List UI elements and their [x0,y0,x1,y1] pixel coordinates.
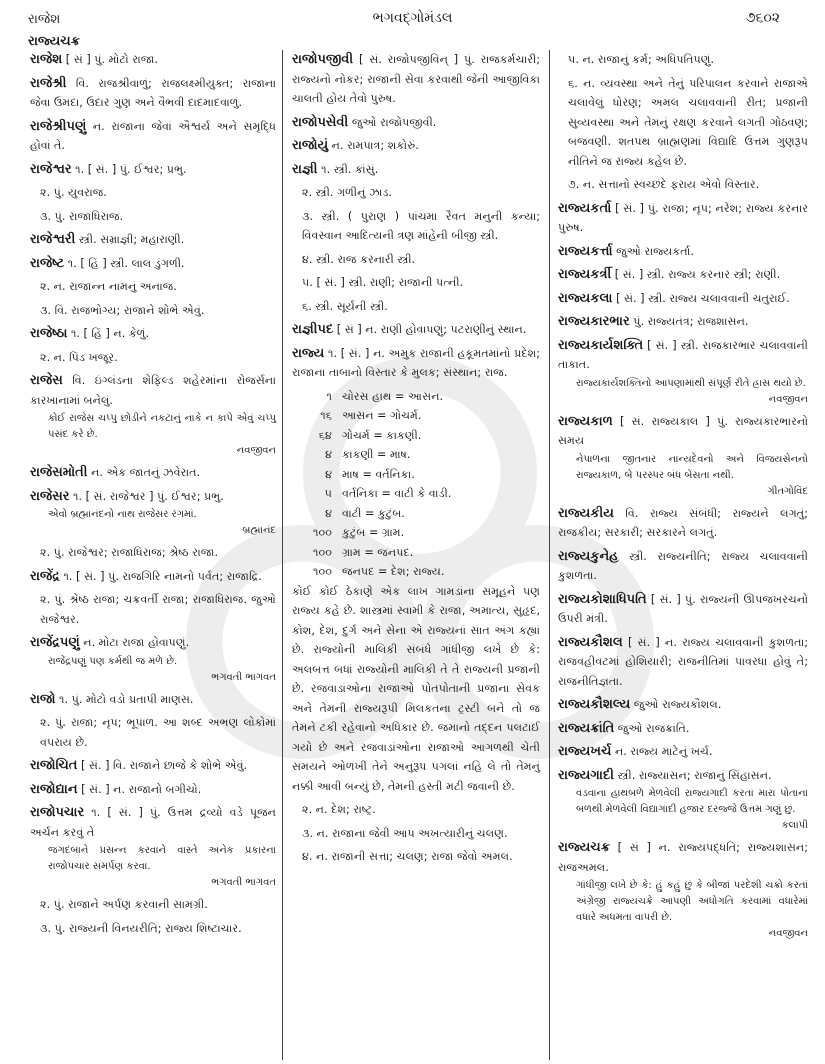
headword: રાજ્યચક્ર [558,840,610,855]
headword: રાજ્યગાદી [558,767,614,783]
quote-source: બ્રહ્માનંદ [242,525,276,536]
headword: રાજ્યકૌશલ્ય [558,697,631,712]
measure-table-row [292,406,540,426]
quote-source: નવજીવન [768,928,808,939]
column-2 [282,50,550,1060]
definition: કોઈ કોઈ ઠેકાણે એક લાખ ગામડાંના સમૂહને પણ રાજ્ય કહે છે. શાસ્ત્રમાં સ્વામી કે રાજા, અમાત્ય, સુહૃદ, કોશ, દેશ, દુર્ગ અને સેના એ રાજ્યનાં સાત અંગ કહ્યાં છે. રાજ્યોની માલિકી સંબંધે ગાંધીજી લખે છે કે: અલબત્ત બધાં રાજ્યોની માલિકી તે તે રાજ્યની પ્રજાની છે. રજવાડાંઓના રાજાઓ પોતપોતાની પ્રજાના સેવક અને તેમની રાજ્યરૂપી મિલકતના ટ્રસ્ટી બને તો જ તેમને ટકી રહેવાનો અધિકાર છે. જમાનો તદ્દન પલટાઈ ગયો છે અને રજવાડાંઓના રાજાઓ આગળથી ચેતી સમયને ઓળખી તેને અનુરૂપ પગલાં નહિ લે તો તેમનું નક્કી આવી બન્યું છે, તેમની હસ્તી મટી જવાની છે. [292,584,540,793]
quote-text: જગદંબાને પ્રસન્ન કરવાને વાસ્તે અનેક પ્રકારના રાજોપચાર સમર્પણ કરવા. [48,845,276,872]
definition: વિ. રાજશ્રીવાળું; રાજલક્ષ્મીયુક્ત; રાજાના જેવા ઉમદા, ઉદાર ગુણ અને વૈભવી દાદમાદવાળું. [30,76,276,109]
page-number: ૭૬૦૨ [745,10,780,26]
headword: રાજેસમોતી [30,465,88,480]
headword: રાજ્યકોશાધિપતિ [558,591,647,607]
quote-text: વડવાના હાથબળે મેળવેલી રાજ્યગાદી કરતાં મારા પોતાના બળથી મેળવેલી વિદ્યાગાદી હજાર દરજ્જે ઉત્તમ ગણું છું. [576,788,808,815]
measure-text: માષ = વર્તનિકા. [342,467,415,481]
sense-definition: ૩. સ્ત્રી. ( પુરાણ ) પાંચમા રૈવત મનુની કન્યા; વિવસ્વાન આદિત્યની ત્રણ માંહેની બીજી સ્ત્રી. [302,209,540,242]
sense-line [292,800,540,820]
dictionary-entry [30,463,276,483]
quote-source: નવજીવન [236,445,276,456]
definition: ન. રાજાના જેવાં ઐશ્વર્ય અને સમૃદ્ધિ હોવાં તે. [30,119,276,152]
definition: જુઓ રાજ્યકર્તા. [616,244,694,258]
measure-text: વાટી = કુટુંબ. [342,506,405,520]
definition: ૧. પું. મોટો વડો પ્રતાપી માણસ. [59,692,194,706]
definition: [ સં ] ન. રાજ્યપદ્ધતિ; રાજ્યશાસન; રાજઅમલ. [558,841,808,874]
definition: ૧. [ સં. ] પું. ઉત્તમ દ્રવ્યો વડે પૂજન અર્ચન કરવું તે [30,806,276,839]
dictionary-entry [558,838,808,942]
quote-source: કલાપી [781,820,808,831]
measure-table-row [292,465,540,485]
definition: [ સં. ] ન. રાજાનો બગીચો. [81,782,202,796]
measure-table-row [292,426,540,446]
measure-number: ૪ [325,467,332,481]
sense-line [30,919,276,939]
measure-text: ચોરસ હાથ = આસન. [342,389,444,403]
definition: વિ. રાજ્ય સંબંધી; રાજ્યને લગતું; રાજકીય; સરકારી; સરકારને લગતું. [558,506,808,539]
headword: રાજ્યકીય [558,505,614,521]
headword: રાજ્ઞી [292,161,318,177]
quote-text: નેપાળના જીતનાર નાન્યદેવનો અને વિજયસેનનો રાજ્યકાળ, બે પરસ્પર બંધ બેસતા નથી. [576,453,808,481]
quote-source: નવજીવન [768,393,808,405]
citation-quote [558,786,808,834]
dictionary-entry [558,590,808,629]
definition: [ સં. ] ન. રાજ્ય ચલાવવાની કુશળતા; રાજવહીવટમાં હોશિયારી; રાજનીતિમાં પાવરધા હોવું તે; રાજનીતિજ્ઞતા. [558,635,808,688]
citation-quote [30,654,276,686]
dictionary-entry [30,254,276,274]
definition: [ સં. ] પું. રાજા; નૃપ; નરેશ; રાજ્ય કરનાર પુરુષ. [558,201,808,234]
definition: ન. રામપાત્ર; શકોરું. [331,139,419,152]
headword: રાજ્યકાળ [558,413,613,429]
guide-word-last: રાજ્યચક્ર [28,34,80,49]
quote-text: રાજ્યકાર્યશક્તિનો આપણામાંથી સંપૂર્ણ રીતે હ્રાસ થયો છે. [576,377,806,389]
definition: [ સં. ] સ્ત્રી. રાજકારભાર ચલાવવાની તાકાત. [558,338,808,371]
quote-text: ગાંધીજી લખે છે કે: હું કહું છું કે બીજાં પરદેશી ચક્રો કરતાં અંગ્રેજી રાજ્યચક્રે આપણી અધોગતિ કરવામાં વધારેમાં વધારે અધમતા વાપરી છે. [576,880,808,923]
sense-line [30,207,276,227]
definition: [ સં ] પું. મોટો રાજા. [65,53,159,66]
dictionary-entry [30,633,276,686]
dictionary-columns [24,50,814,1060]
headword: રાજેશ [30,52,63,67]
headword: રાજ્યખર્ચ [558,744,612,759]
citation-quote [30,843,276,891]
headword: રાજ્યકર્તા [558,200,612,216]
definition: ન. મોટા રાજા હોવાપણું. [83,636,190,649]
sense-line [30,543,276,563]
page-header [0,0,825,49]
measure-table-row [292,445,540,465]
dictionary-entry [30,230,276,250]
dictionary-title: ભગવદ્ગોમંડલ [372,10,453,26]
sense-line [292,297,540,317]
measure-text: આસન = ગોચર્મ. [342,409,422,422]
dictionary-entry [558,695,808,715]
definition: [ સં. ] પું. રાજ્યની ઊપજખરચનો ઉપરી મંત્રી. [558,592,808,625]
sense-line [30,348,276,368]
headword: રાજેશ્વરી [30,232,76,247]
sense-line [292,824,540,844]
dictionary-entry [558,312,808,332]
measure-number: ૫ [324,487,332,500]
headword: રાજેષ્ઠા [30,326,68,341]
sense-definition: ૬. ન. વ્યવસ્થા અને તેનું પરિપાલન કરવાને રાજાએ ચલાવેલું ધોરણ; અમલ ચલાવવાની રીત; પ્રજાની સુવ્યવસ્થા અને તેમનું રક્ષણ કરવાને લગતી ગોઠવણ; બજવણી. શતપથ બ્રાહ્મણમાં વિદ્યાદિ ઉત્તમ ગુણરૂપ નીતિને જ રાજ્ય કહેલ છે. [568,76,808,168]
dictionary-entry [292,113,540,133]
dictionary-entry [30,756,276,776]
sense-definition: ૨. પું. યુવરાજ. [40,186,107,199]
measure-number: ૪ [325,448,332,461]
sense-definition: ૪. ન. રાજાની સત્તા; ચલણ; રાજા જેવો અમલ. [302,850,513,863]
dictionary-entry [558,742,808,762]
sense-definition: ૫. [ સં. ] સ્ત્રી. રાણી; રાજાની પત્ની. [302,276,464,289]
headword: રાજેંદ્રપણું [30,635,80,650]
dictionary-entry [30,690,276,710]
measure-number: ૪ [325,506,332,520]
dictionary-entry [30,117,276,156]
sense-definition: ૪. સ્ત્રી. રાજ કરનારી સ્ત્રી. [302,252,416,266]
dictionary-entry [30,803,276,891]
dictionary-entry [30,160,276,180]
sense-line [30,713,276,752]
sense-definition: ૩. પું. રાજાધિરાજ. [40,209,124,223]
headword: રાજ્યકર્ત્રી [558,267,612,282]
definition: [ સં. ] સ્ત્રી. રાજ્ય ચલાવવાની ચતુરાઈ. [616,291,790,305]
entry-text [292,582,540,797]
measure-table-row [292,562,540,582]
dictionary-entry [558,633,808,692]
headword: રાજોદ્યાન [30,781,78,797]
definition: જુઓ રાજક્રાંતિ. [617,721,690,735]
sense-line [558,50,808,70]
dictionary-entry [292,136,540,156]
dictionary-entry [30,780,276,800]
headword: રાજેંદ્ર [30,568,60,584]
definition: સ્ત્રી. સમ્રાજ્ઞી; મહારાણી. [78,233,185,246]
headword: રાજેસ [30,373,63,388]
sense-definition: ૨. ન. દેશ; રાષ્ટ્ર. [302,803,376,816]
dictionary-entry [558,199,808,238]
dictionary-entry [558,547,808,586]
sense-line [292,273,540,293]
headword: રાજ્યકૌશલ [558,634,623,650]
measure-text: કાકણી = માષ. [342,448,411,461]
definition: ૧. [ હિં ] સ્ત્રી. લાલ ડુંગળી. [67,256,185,270]
sense-definition: ૨. પું. રાજેશ્વર; રાજાધિરાજ; શ્રેષ્ઠ રાજા. [40,546,219,559]
dictionary-entry [558,265,808,285]
measure-table-row [292,504,540,524]
definition: ૧. [ સં. રાજેશ્વર ] પું. ઈશ્વર; પ્રભુ. [73,489,224,503]
headword: રાજેશ્વર [30,161,72,177]
measure-text: ગ્રામ = જનપદ. [342,545,414,559]
definition: જુઓ રાજોપજીવી. [351,115,437,129]
sense-line [30,277,276,297]
headword: રાજો [30,691,56,707]
definition: પું. રાજ્યતંત્ર; રાજશાસન. [633,315,749,328]
measure-number: ૧૦૦ [313,545,332,559]
measure-number: ૧૦૦ [313,565,332,578]
dictionary-entry [30,567,276,587]
citation-quote [558,376,808,408]
dictionary-entry [558,412,808,500]
citation-quote [30,411,276,459]
definition: ૧. સ્ત્રી. કાંસું. [321,162,379,176]
sense-line [30,895,276,915]
quote-text: એવો બ્રહ્માનંદનો નાથ રાજેસર રંગમાં. [48,509,197,520]
definition: ૧. [ હિં ] ન. કેળું. [70,327,150,340]
headword: રાજેશ્રી [30,75,67,91]
definition: ન. રાજ્ય માટેનું ખર્ચ. [614,745,713,758]
measure-number: ૬૪ [318,428,332,442]
dictionary-entry [30,371,276,459]
column-1 [24,50,282,1060]
sense-line [292,183,540,203]
dictionary-entry [30,74,276,113]
citation-quote [30,507,276,539]
definition: ન. એક જાતનું ઝવેરાત. [91,466,201,479]
sense-definition: ૨. ન. પિંડ ખજૂર. [40,350,118,364]
definition: સ્ત્રી. રાજ્યનીતિ; રાજ્ય ચલાવવાની કુશળતા. [558,549,808,582]
headword: રાજેષ્ટ [30,255,65,271]
dictionary-entry [292,50,540,109]
quote-text: કોઈ રાજેસ ચપ્પુ છોડીને નકટાનું નાકે ન કાપે એવું ચપ્પુ પસંદ કરે છે. [48,413,276,440]
sense-line [30,301,276,321]
definition: સ્ત્રી. રાજ્યાસન; રાજાનું સિંહાસન. [617,768,772,782]
sense-definition: ૨. પું. રાજા; નૃપ; ભૂપાળ. આ શબ્દ અભણ લોકોમાં વપરાય છે. [40,716,276,749]
measure-text: જનપદ = દેશ; રાજ્ય. [342,565,445,578]
guide-word-first: રાજેશ [28,12,61,27]
column-3 [550,50,814,1060]
measure-table-row [292,484,540,504]
headword: રાજેસર [30,488,70,504]
sense-line [30,590,276,629]
sense-definition: ૨. ન. રાજાન્ન નામનું અનાજ. [40,280,177,293]
headword: રાજ્યકાર્યશક્તિ [558,337,644,353]
measure-table-row [292,523,540,543]
measure-number: ૧ [326,389,332,403]
definition: [ સં ] ન. રાણી હોવાપણું; પટરાણીનું સ્થાન. [336,323,527,336]
headword: રાજોપજીવી [292,52,354,67]
sense-line [558,175,808,195]
sense-definition: ૨. પું. રાજાને અર્પણ કરવાની સામગ્રી. [40,898,208,911]
headword: રાજ્ઞીપદ [292,322,334,337]
measure-table-row [292,543,540,563]
sense-definition: ૩. પું. રાજ્યની વિનયરીતિ; રાજ્ય શિષ્ટાચાર. [40,921,242,935]
quote-text: રાજેંદ્રપણું પણ કર્મથી જ મળે છે. [48,655,178,667]
sense-definition: ૩. વિ. રાજભોગ્ય; રાજાને શોભે એવું. [40,303,205,317]
headword: રાજ્યકારભાર [558,314,630,329]
dictionary-entry [558,766,808,835]
headword: રાજ્યકર્ત્તા [558,243,613,259]
sense-definition: ૬. સ્ત્રી. સૂર્યની સ્ત્રી. [302,299,388,313]
definition: ૧. [ સં. ] ન. અમુક રાજાની હકૂમતમાંનો પ્રદેશ; રાજાના તાબાનો વિસ્તાર કે મુલક; સંસ્થાન; રાજ. [292,346,541,379]
headword: રાજ્યકુનેહ [558,548,619,564]
measure-table-row [292,387,540,407]
definition: [ સં. ] વિ. રાજાને છાજે કે શોભે એવું. [80,759,248,772]
quote-source: ભગવતી ભાગવત [211,877,276,888]
measure-text: ગોચર્મ = કાકણી. [342,428,422,442]
definition: વિ. ઇંગ્લંડના શેફિલ્ડ શહેરમાંના રોજર્સના કારખાનામાં બનેલું. [30,374,276,407]
sense-line [558,74,808,172]
dictionary-entry [292,344,540,383]
measure-text: કુટુંબ = ગ્રામ. [342,526,405,539]
headword: રાજોપસેવી [292,114,349,130]
sense-line [292,207,540,246]
headword: રાજ્યક્રાંતિ [558,720,615,736]
sense-line [292,847,540,867]
headword: રાજેશ્રીપણું [30,118,87,134]
definition: ૧. [ સં. ] પું. ઈશ્વર; પ્રભુ. [75,162,187,176]
dictionary-entry [558,289,808,309]
sense-line [292,250,540,270]
sense-definition: ૨. સ્ત્રી. ગળીનું ઝાડ. [302,186,393,199]
dictionary-entry [30,50,276,70]
measure-number: ૧૬ [320,409,332,422]
dictionary-entry [292,160,540,180]
definition: [ સં. રાજ્યકાલ ] પું. રાજ્યકારભારનો સમય [558,414,808,447]
measure-text: વર્તનિકા = વાટી કે વાડી. [342,487,452,500]
citation-quote [558,452,808,500]
dictionary-entry [292,320,540,340]
headword: રાજોયું [292,138,329,153]
dictionary-entry [30,324,276,344]
definition: [ સં. રાજોપજીવિન્ ] પું. રાજકર્મચારી; રાજ્યનો નોકર; રાજાની સેવા કરવાથી જેની આજીવિકા ચાલતી હોય તેવો પુરુષ. [292,53,541,105]
headword: રાજોપચાર [30,805,85,820]
sense-definition: ૭. ન. સત્તાનો સ્વચ્છંદે ફરાય એવો વિસ્તાર. [568,178,760,191]
sense-line [30,183,276,203]
dictionary-entry [558,719,808,739]
quote-source: ભગવતી ભાગવત [211,671,276,683]
headword: રાજ્ય [292,345,325,361]
sense-definition: ૫. ન. રાજાનું કર્મ; અધિપતિપણું. [568,53,715,66]
dictionary-entry [558,504,808,543]
sense-definition: ૩. ન. રાજાના જેવી આપ અખત્યારીનું ચલણ. [302,826,508,840]
dictionary-entry [558,336,808,408]
headword: રાજોચિત [30,758,78,773]
citation-quote [558,878,808,942]
definition: ૧. [ સં. ] પું. રાજગિરિ નામનો પર્વત; રાજાદ્રિ. [63,569,262,583]
dictionary-entry [558,242,808,262]
quote-source: ગીતગોવિંદ [767,485,808,497]
headword: રાજ્યકલા [558,290,613,306]
definition: [ સં. ] સ્ત્રી. રાજ્ય કરનાર સ્ત્રી; રાણી. [614,268,781,281]
measure-number: ૧૦૦ [313,526,332,539]
sense-definition: ૨. પું. શ્રેષ્ઠ રાજા; ચક્રવર્તી રાજા; રાજાધિરાજ. જુઓ રાજેશ્વર. [40,593,276,626]
definition: જુઓ રાજ્યકૌશલ. [633,698,722,711]
dictionary-entry [30,487,276,540]
